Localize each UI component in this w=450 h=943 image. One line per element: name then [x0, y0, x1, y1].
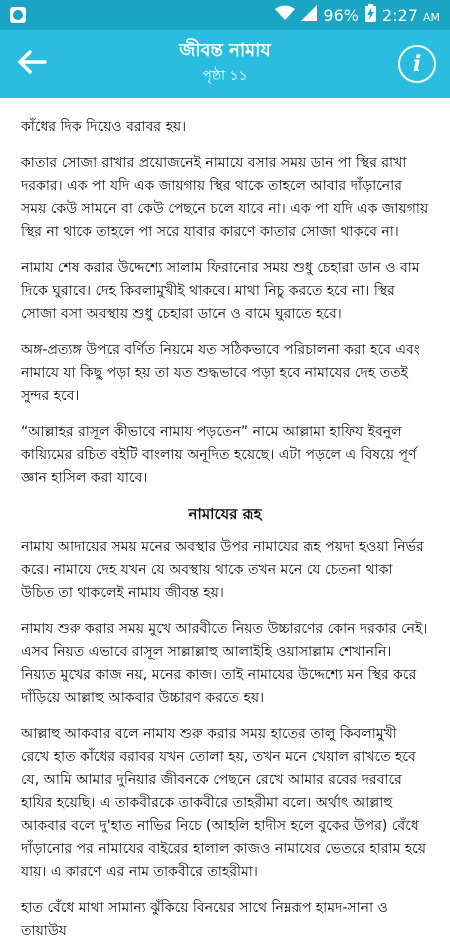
page-subtitle: পৃষ্ঠা ১১	[202, 68, 248, 84]
status-bar	[0, 0, 450, 30]
wifi-icon	[275, 5, 295, 25]
clock	[382, 6, 440, 25]
page-title: জীবন্ত নামায	[179, 40, 271, 61]
title-block	[0, 40, 450, 86]
paragraph: হাত বেঁধে মাথা সামান্য ঝুঁকিয়ে বিনয়ের সাথে নিম্নরূপ হামদ-সানা ও তায়াউয	[21, 900, 388, 939]
paragraph: নামায শুরু করার সময় মুখে আরবীতে নিয়ত উচ্চারণের কোন দরকার নেই। এসব নিয়ত এভাবে রাসূল সাল্লাল্লাহু আলাইহি ওয়াসাল্লাম শেখাননি। নিয়্যত মুখের কাজ নয়, মনের কাজ। তাই নামাযের উদ্দেশ্যে মন স্থির করে দাঁড়িয়ে আল্লাহু আকবার উচ্চারণ করতে হয়।	[21, 621, 428, 706]
status-left	[10, 7, 26, 23]
info-icon: i	[412, 51, 422, 77]
app-bar	[0, 30, 450, 98]
paragraph: কাতার সোজা রাখার প্রয়োজনেই নামাযে বসার সময় ডান পা স্থির রাখা দরকার। এক পা যদি এক জায়গায় স্থির থাকে তাহলে আবার দাঁড়ানোর সময় কেউ সামনে বা কেউ পেছনে চলে যাবে না। এক পা যদি এক জায়গায় স্থির না থাকে তাহলে পা সরে যাবার কারণে কাতার সোজা থাকবে না।	[21, 155, 429, 240]
app-notification-icon	[10, 7, 26, 23]
info-button[interactable]	[398, 45, 436, 83]
battery-charging-icon	[365, 4, 376, 26]
battery-percent: 96%	[323, 5, 359, 25]
section-heading: নামাযের রূহ	[188, 505, 262, 523]
clock-time: 2:27	[381, 5, 418, 25]
paragraph: কাঁধের দিক দিয়েও বরাবর হয়।	[21, 119, 187, 135]
signal-icon	[301, 5, 317, 25]
status-right	[275, 4, 440, 26]
paragraph: নামায আদায়ের সময় মনের অবস্থার উপর নামাযের রূহ পয়দা হওয়া নির্ভর করে। নামাযে দেহ যখন যে অবস্থায় থাকে তখন মনে যে চেতনা থাকা উচিত তা থাকলেই নামায জীবন্ত হয়।	[21, 539, 424, 601]
reading-content[interactable]	[0, 98, 450, 939]
paragraph: নামায শেষ করার উদ্দেশ্যে সালাম ফিরানোর সময় শুধু চেহারা ডান ও বাম দিকে ঘুরাবে। দেহ কিবলামুখীই থাকবে। মাথা নিচু করতে হবে না। স্থির সোজা বসা অবস্থায় শুধু চেহারা ডানে ও বামে ঘুরাতে হবে।	[21, 260, 420, 322]
paragraph: “আল্লাহর রাসূল কীভাবে নামায পড়তেন” নামে আল্লামা হাফিয ইবনুল কায়্যিমের রচিত বইটি বাংলায় অনূদিত হয়েছে। এটা পড়লে এ বিষয়ে পূর্ণ জ্ঞান হাসিল করা যাবে।	[21, 424, 417, 486]
clock-ampm: AM	[422, 10, 440, 24]
paragraph: আল্লাহু আকবার বলে নামায শুরু করার সময় হাতের তালু কিবলামুখী রেখে হাত কাঁধের বরাবর যখন তোলা হয়, তখন মনে খেয়াল রাখতে হবে যে, আমি আমার দুনিয়ার জীবনকে পেছনে রেখে আমার রবের দরবারে হাযির হয়েছি। এ তাকবীরকে তাকবীরে তাহরীমা বলে। অর্থাৎ আল্লাহু আকবার বলে দু'হাত নাভির নিচে (আহলি হাদীস হলে বুকের উপর) বেঁধে দাঁড়ানোর পর নামাযের বাইরের হালাল কাজও নামাযের ভেতরে হারাম হয়ে যায়। এ কারণে এর নাম তাকবীরে তাহরীমা।	[21, 726, 427, 880]
paragraph: অঙ্গ-প্রত্যঙ্গ উপরে বর্ণিত নিয়মে যত সঠিকভাবে পরিচালনা করা হবে এবং নামাযে যা কিছু পড়া হয় তা যত শুদ্ধভাবে পড়া হবে নামাযের দেহ ততই সুন্দর হবে।	[21, 342, 420, 404]
